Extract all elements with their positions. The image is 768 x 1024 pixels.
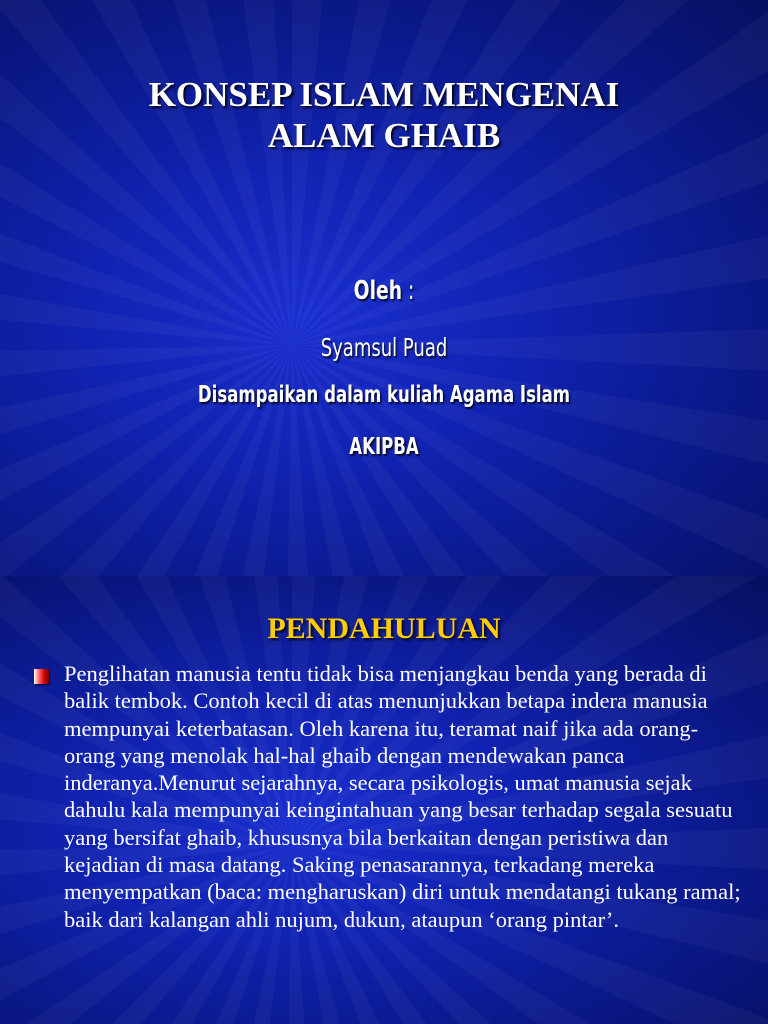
institution-name: AKIPBA bbox=[349, 434, 419, 460]
title-line-1: KONSEP ISLAM MENGENAI bbox=[148, 75, 620, 114]
title-line-2: ALAM GHAIB bbox=[267, 116, 501, 155]
author-name: Syamsul Puad bbox=[320, 333, 448, 362]
slide-title-heading bbox=[0, 74, 768, 156]
square-bullet-icon bbox=[34, 669, 49, 684]
byline-label bbox=[108, 276, 661, 306]
slide-introduction bbox=[0, 576, 768, 1024]
byline-colon: : bbox=[402, 276, 415, 306]
intro-paragraph: Penglihatan manusia tentu tidak bisa menjangkau benda yang berada di balik tembok. Contoh kecil di atas menunjukkan betapa indera manusia mempunyai keterbatasan. Oleh karena itu, teramat naif jika ada orang-orang yang menolak hal-hal ghaib dengan mendewakan panca inderanya.Menurut sejarahnya, secara psikologis, umat manusia sejak dahulu kala mempunyai keingintahuan yang besar terhadap segala sesuatu yang bersifat ghaib, khususnya bila berkaitan dengan peristiwa dan kejadian di masa datang. Saking penasarannya, terkadang mereka menyempatkan (baca: mengharuskan) diri untuk mendatangi tukang ramal; baik dari kalangan ahli nujum, dukun, ataupun ‘orang pintar’. bbox=[64, 661, 741, 932]
course-line: Disampaikan dalam kuliah Agama Islam bbox=[197, 382, 571, 408]
byline-oleh: Oleh bbox=[353, 276, 403, 306]
section-heading: PENDAHULUAN bbox=[267, 612, 501, 645]
